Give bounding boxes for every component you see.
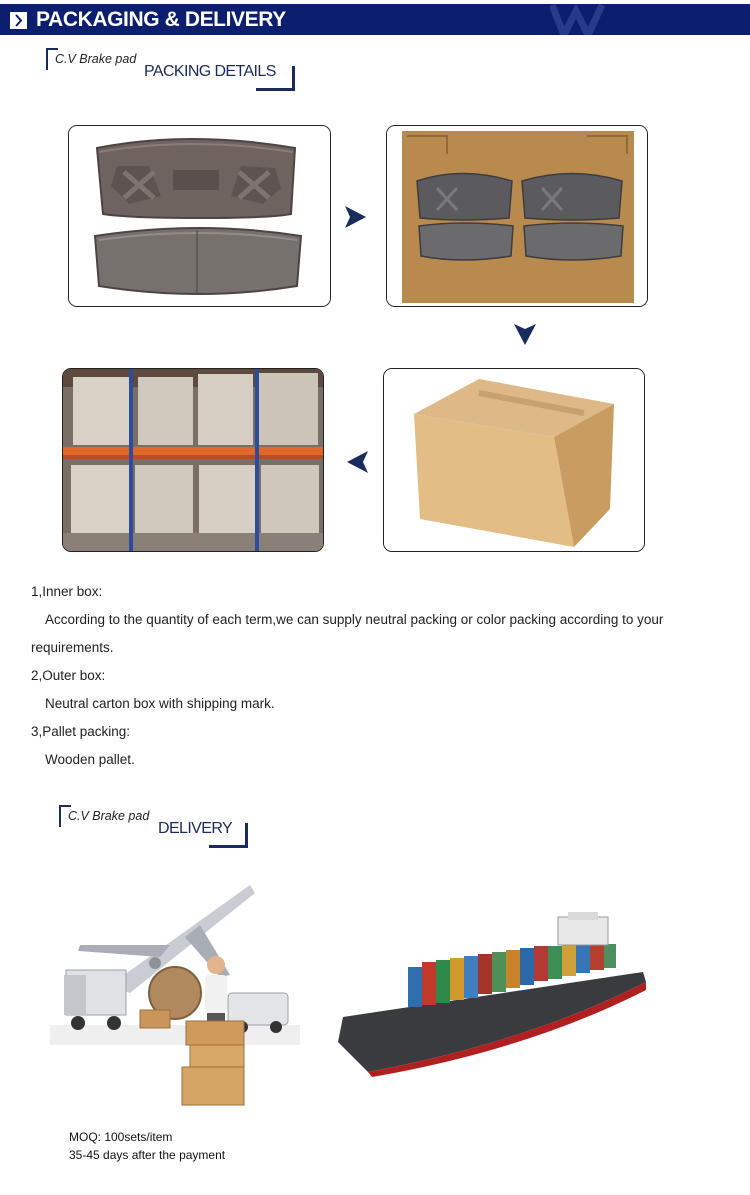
header-banner [0,4,750,35]
pallet-packing-label: 3,Pallet packing: [31,724,131,739]
packing-details-heading [46,48,296,93]
arrow-right-icon [343,205,367,234]
section-title: DELIVERY [158,820,233,837]
inner-box-description-cont: requirements. [31,640,114,655]
moq-text: MOQ: 100sets/item [69,1130,173,1144]
arrow-left-icon [346,450,370,479]
pads-in-box-photo [386,125,648,307]
inner-box-description: According to the quantity of each term,we can supply neutral packing or color packing according to your [45,612,664,627]
warehouse-photo [62,368,324,552]
container-ship-image [328,912,658,1082]
pallet-packing-description: Wooden pallet. [45,752,135,767]
section-subtitle: C.V Brake pad [55,52,137,66]
inner-box-label: 1,Inner box: [31,584,103,599]
brake-pads-photo [68,125,331,307]
arrow-down-icon [513,322,537,351]
outer-box-description: Neutral carton box with shipping mark. [45,696,275,711]
lead-time-text: 35-45 days after the payment [69,1148,226,1162]
carton-box-photo [383,368,645,552]
page-title: PACKAGING & DELIVERY [36,8,286,31]
chevron-right-icon [9,11,28,30]
watermark-logo [550,4,610,35]
section-title: PACKING DETAILS [144,63,276,80]
delivery-heading [59,805,259,850]
outer-box-label: 2,Outer box: [31,668,106,683]
logistics-illustration [50,875,300,1120]
section-subtitle: C.V Brake pad [68,809,150,823]
